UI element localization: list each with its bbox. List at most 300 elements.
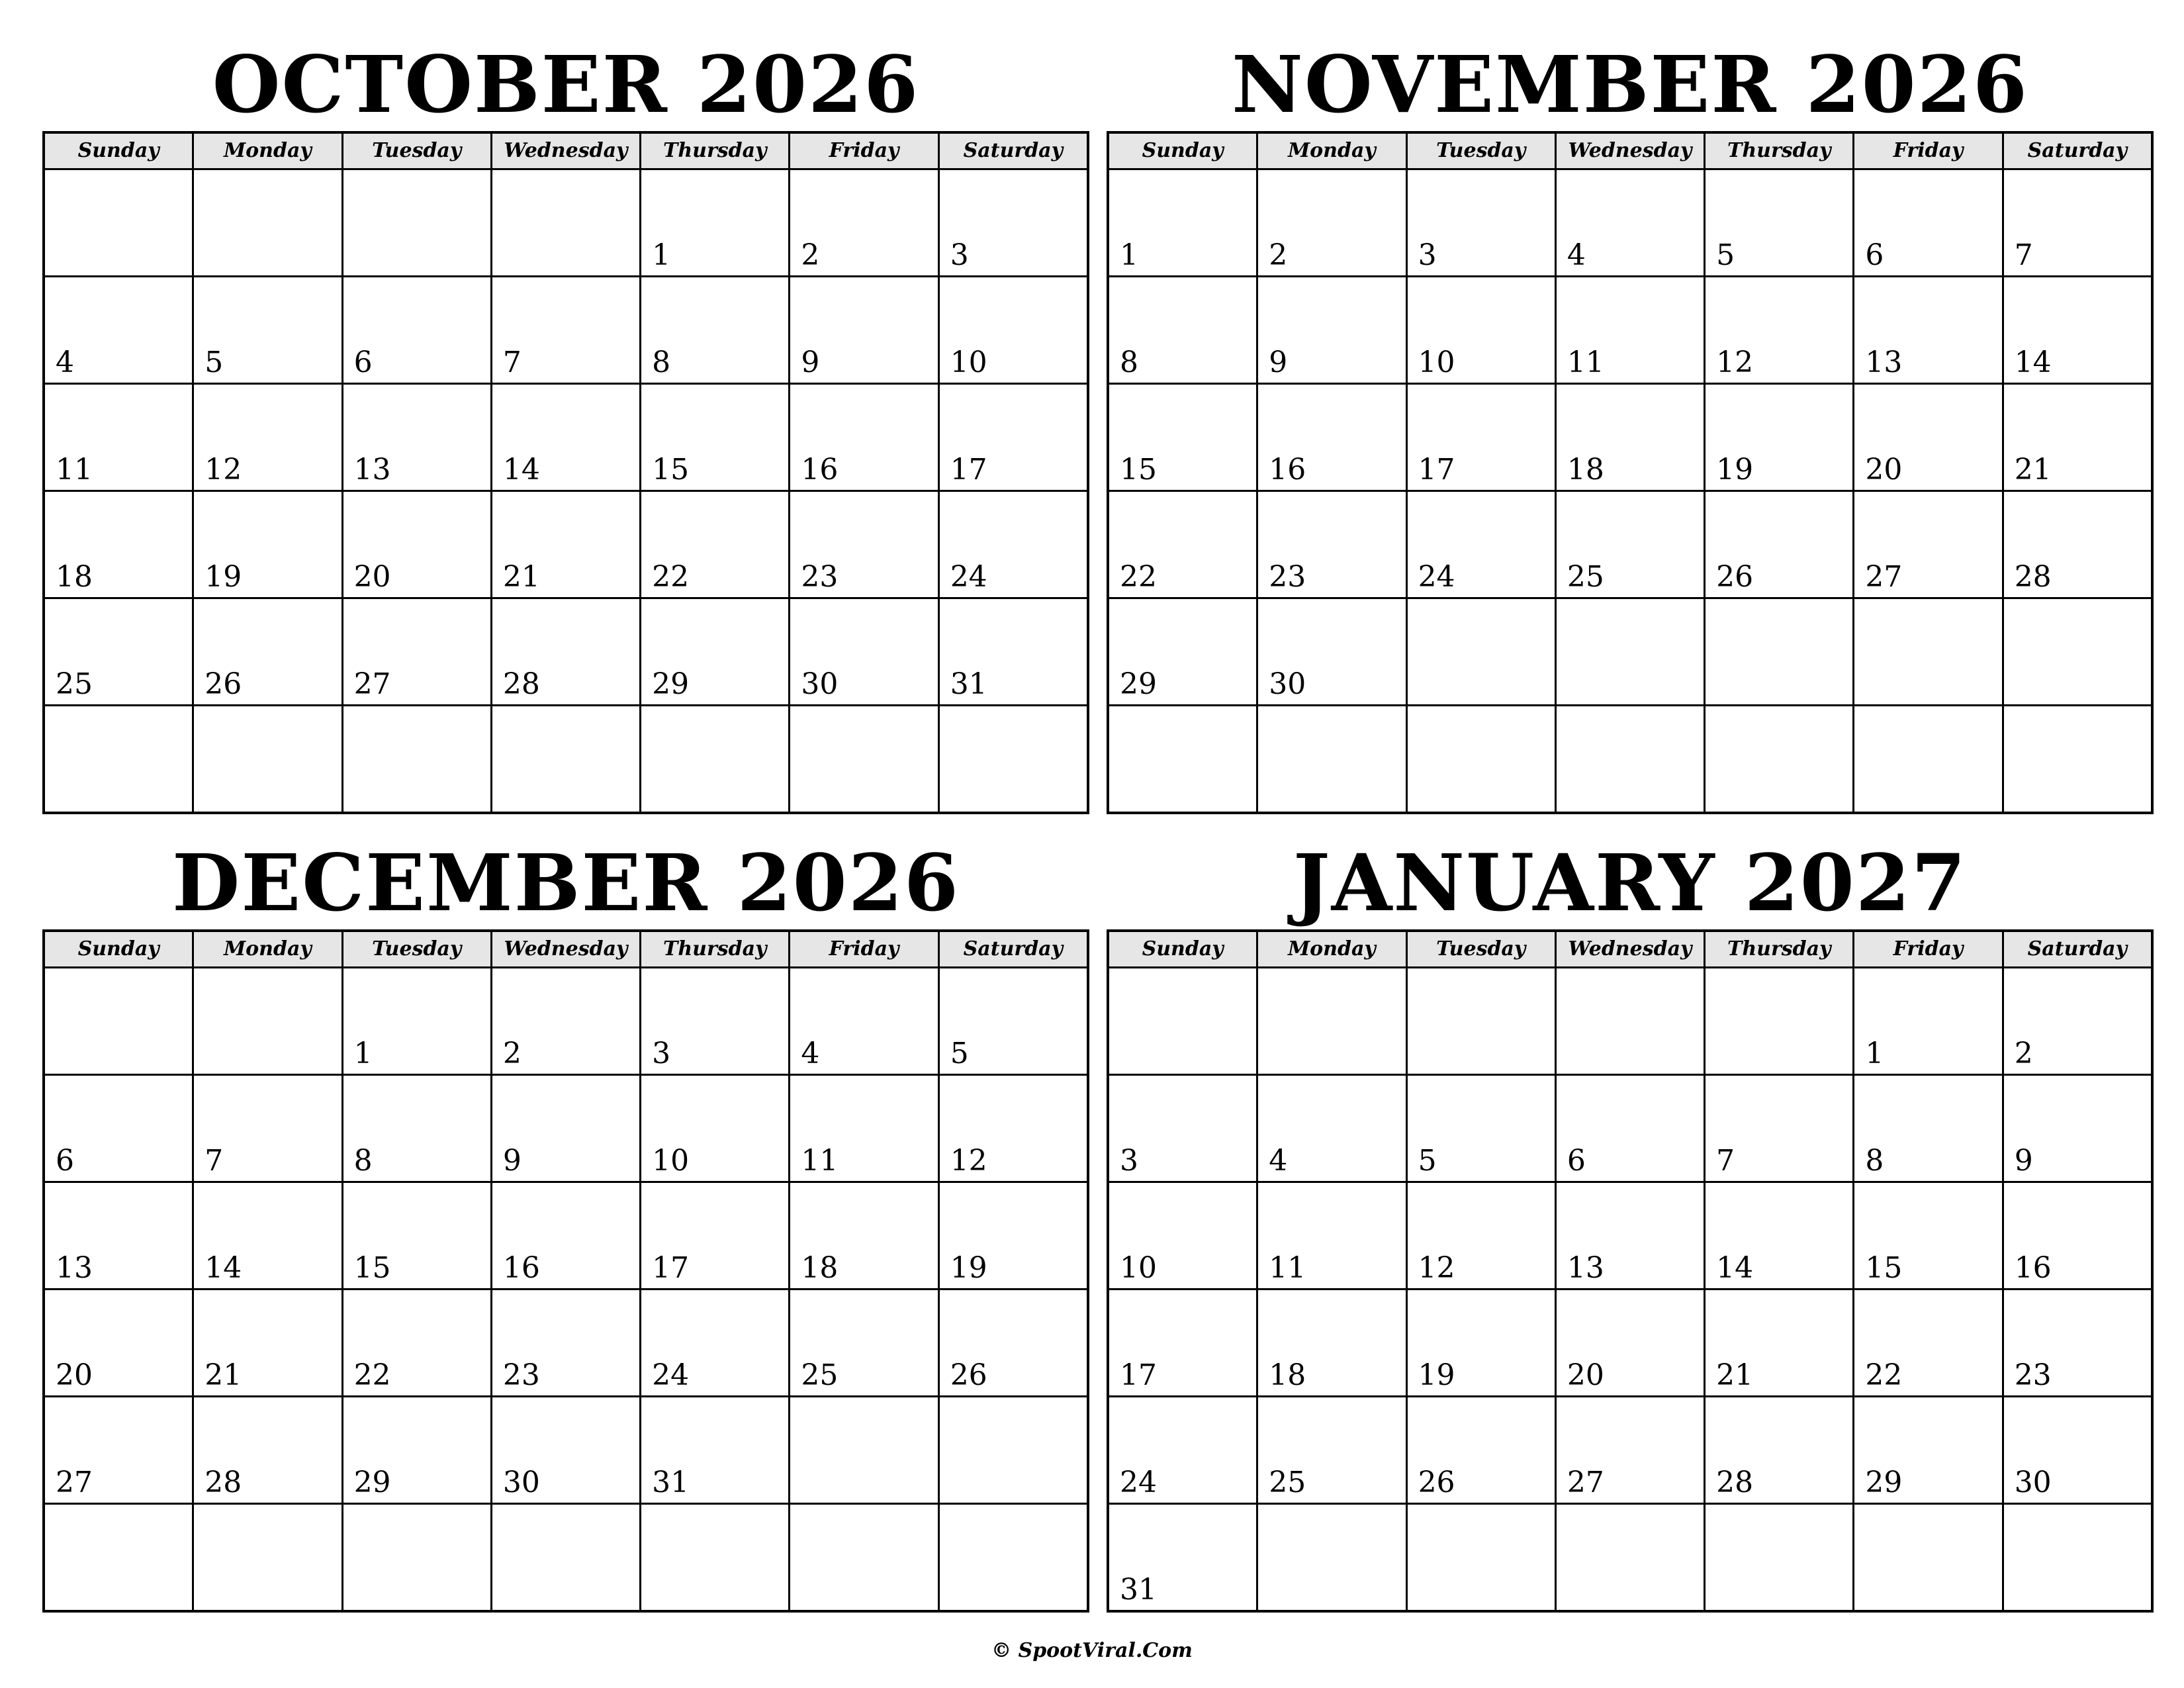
day-number: 20 xyxy=(1865,453,1903,487)
day-cell xyxy=(1706,277,1854,383)
day-number: 16 xyxy=(502,1251,540,1285)
day-cell xyxy=(1258,968,1407,1074)
day-cell xyxy=(641,599,790,704)
day-number: 18 xyxy=(56,560,93,594)
day-number: 17 xyxy=(1418,453,1455,487)
day-cell xyxy=(1408,492,1557,597)
day-cell xyxy=(1408,1076,1557,1181)
day-number: 17 xyxy=(950,453,987,487)
day-cell xyxy=(1854,968,2003,1074)
day-number: 20 xyxy=(1567,1358,1604,1392)
week-row xyxy=(1109,1076,2151,1183)
day-cell xyxy=(45,1290,194,1395)
day-number: 31 xyxy=(652,1466,690,1499)
day-cell xyxy=(641,1505,790,1610)
day-cell xyxy=(641,1290,790,1395)
day-number: 5 xyxy=(205,346,224,379)
day-cell xyxy=(1706,706,1854,812)
calendar-grid xyxy=(42,929,1089,1613)
weekday-wednesday: Wednesday xyxy=(492,134,641,168)
weekday-monday: Monday xyxy=(1258,932,1407,966)
day-cell xyxy=(343,968,492,1074)
day-cell xyxy=(2004,492,2151,597)
day-cell xyxy=(194,1076,343,1181)
day-cell xyxy=(940,385,1087,490)
day-number: 13 xyxy=(1567,1251,1604,1285)
day-cell xyxy=(1557,492,1706,597)
day-number: 5 xyxy=(1716,238,1735,272)
day-number: 29 xyxy=(1120,667,1157,701)
week-row xyxy=(45,1290,1087,1397)
day-number: 22 xyxy=(1865,1358,1903,1392)
day-cell xyxy=(641,385,790,490)
day-cell xyxy=(45,599,194,704)
weekday-header xyxy=(1109,932,2151,968)
week-row xyxy=(45,385,1087,492)
day-cell xyxy=(343,1076,492,1181)
day-cell xyxy=(641,706,790,812)
day-cell xyxy=(343,170,492,275)
day-cell xyxy=(1706,492,1854,597)
weekday-saturday: Saturday xyxy=(2027,937,2128,961)
day-number: 19 xyxy=(950,1251,987,1285)
day-number: 14 xyxy=(2014,346,2052,379)
day-number: 17 xyxy=(1120,1358,1157,1392)
day-number: 29 xyxy=(353,1466,391,1499)
day-number: 4 xyxy=(801,1037,820,1070)
day-number: 28 xyxy=(205,1466,242,1499)
day-number: 18 xyxy=(1567,453,1604,487)
weekday-wednesday: Wednesday xyxy=(492,932,641,966)
weekday-sunday: Sunday xyxy=(45,932,194,966)
day-cell xyxy=(1557,385,1706,490)
day-number: 15 xyxy=(353,1251,391,1285)
day-cell xyxy=(1408,1183,1557,1288)
day-cell xyxy=(1706,599,1854,704)
day-cell xyxy=(940,1505,1087,1610)
day-cell xyxy=(492,385,641,490)
day-number: 16 xyxy=(1269,453,1306,487)
day-number: 28 xyxy=(502,667,540,701)
day-number: 2 xyxy=(502,1037,522,1070)
day-cell xyxy=(492,1076,641,1181)
day-cell xyxy=(1557,1076,1706,1181)
day-cell xyxy=(1557,1290,1706,1395)
day-cell xyxy=(45,1397,194,1503)
day-number: 6 xyxy=(56,1144,74,1178)
day-cell xyxy=(2004,1183,2151,1288)
day-cell xyxy=(1854,1076,2003,1181)
day-number: 10 xyxy=(652,1144,690,1178)
day-number: 29 xyxy=(652,667,690,701)
day-cell xyxy=(1557,1397,1706,1503)
day-number: 10 xyxy=(950,346,987,379)
day-number: 3 xyxy=(652,1037,671,1070)
day-cell xyxy=(1706,1183,1854,1288)
day-cell xyxy=(940,1183,1087,1288)
day-number: 11 xyxy=(801,1144,839,1178)
day-number: 3 xyxy=(950,238,969,272)
weekday-wednesday: Wednesday xyxy=(1557,134,1706,168)
weekday-sunday: Sunday xyxy=(45,134,194,168)
day-number: 21 xyxy=(502,560,540,594)
day-cell xyxy=(1408,968,1557,1074)
day-cell xyxy=(790,1290,939,1395)
day-number: 26 xyxy=(1418,1466,1455,1499)
week-row xyxy=(1109,1505,2151,1610)
day-number: 11 xyxy=(56,453,93,487)
week-row xyxy=(45,1505,1087,1610)
weekday-header xyxy=(45,134,1087,170)
weekday-friday: Friday xyxy=(1854,134,2003,168)
day-cell xyxy=(1706,1505,1854,1610)
day-cell xyxy=(1109,170,1258,275)
calendar-grid xyxy=(42,131,1089,814)
day-cell xyxy=(940,277,1087,383)
day-cell xyxy=(492,277,641,383)
day-cell xyxy=(1557,170,1706,275)
day-number: 25 xyxy=(1269,1466,1306,1499)
day-number: 12 xyxy=(205,453,242,487)
weekday-tuesday: Tuesday xyxy=(343,134,492,168)
day-cell xyxy=(790,706,939,812)
day-cell xyxy=(1854,277,2003,383)
day-cell xyxy=(1706,968,1854,1074)
day-number: 19 xyxy=(1418,1358,1455,1392)
day-number: 3 xyxy=(1418,238,1437,272)
day-cell xyxy=(45,706,194,812)
month-title: OCTOBER 2026 xyxy=(212,38,920,130)
weekday-saturday: Saturday xyxy=(963,937,1064,961)
day-cell xyxy=(1408,599,1557,704)
day-number: 12 xyxy=(1418,1251,1455,1285)
weekday-tuesday: Tuesday xyxy=(1408,134,1557,168)
weekday-friday: Friday xyxy=(790,134,939,168)
day-cell xyxy=(1854,170,2003,275)
day-number: 15 xyxy=(1865,1251,1903,1285)
day-cell xyxy=(1706,170,1854,275)
day-cell xyxy=(2004,1290,2151,1395)
week-row xyxy=(45,492,1087,599)
day-cell xyxy=(45,170,194,275)
day-cell xyxy=(1854,1397,2003,1503)
day-number: 20 xyxy=(56,1358,93,1392)
day-cell xyxy=(1557,599,1706,704)
day-cell xyxy=(194,1505,343,1610)
day-cell xyxy=(940,706,1087,812)
day-number: 6 xyxy=(1567,1144,1586,1178)
day-number: 30 xyxy=(2014,1466,2052,1499)
day-number: 16 xyxy=(801,453,839,487)
day-cell xyxy=(1258,385,1407,490)
day-cell xyxy=(194,706,343,812)
day-cell xyxy=(2004,599,2151,704)
day-cell xyxy=(790,1076,939,1181)
weekday-thursday: Thursday xyxy=(1706,932,1854,966)
day-cell xyxy=(194,1397,343,1503)
day-cell xyxy=(2004,706,2151,812)
month-november-2026 xyxy=(1107,33,2154,814)
day-cell xyxy=(2004,385,2151,490)
day-number: 22 xyxy=(1120,560,1157,594)
week-row xyxy=(1109,277,2151,385)
week-row xyxy=(1109,706,2151,812)
day-number: 12 xyxy=(950,1144,987,1178)
day-number: 6 xyxy=(1865,238,1884,272)
day-number: 8 xyxy=(1120,346,1138,379)
day-cell xyxy=(641,170,790,275)
weekday-saturday: Saturday xyxy=(963,139,1064,162)
day-cell xyxy=(1258,1183,1407,1288)
day-number: 4 xyxy=(1269,1144,1288,1178)
day-cell xyxy=(492,1505,641,1610)
day-cell xyxy=(790,385,939,490)
day-cell xyxy=(2004,1076,2151,1181)
month-title: NOVEMBER 2026 xyxy=(1232,38,2028,130)
day-number: 1 xyxy=(1865,1037,1884,1070)
day-number: 30 xyxy=(1269,667,1306,701)
day-cell xyxy=(1408,1505,1557,1610)
day-cell xyxy=(45,1505,194,1610)
day-number: 26 xyxy=(205,667,242,701)
day-cell xyxy=(1408,170,1557,275)
weekday-sunday: Sunday xyxy=(1109,134,1258,168)
day-number: 4 xyxy=(1567,238,1586,272)
day-cell xyxy=(940,492,1087,597)
day-cell xyxy=(1854,1290,2003,1395)
day-cell xyxy=(1109,385,1258,490)
day-number: 4 xyxy=(56,346,74,379)
day-number: 27 xyxy=(1567,1466,1604,1499)
day-number: 5 xyxy=(1418,1144,1437,1178)
day-cell xyxy=(641,492,790,597)
day-cell xyxy=(641,277,790,383)
day-cell xyxy=(940,968,1087,1074)
day-cell xyxy=(790,1397,939,1503)
day-cell xyxy=(1109,277,1258,383)
day-cell xyxy=(641,1183,790,1288)
day-number: 23 xyxy=(801,560,839,594)
day-cell xyxy=(2004,170,2151,275)
day-cell xyxy=(1557,968,1706,1074)
weekday-saturday: Saturday xyxy=(2027,139,2128,162)
day-cell xyxy=(45,492,194,597)
day-cell xyxy=(1408,706,1557,812)
day-cell xyxy=(45,968,194,1074)
day-number: 11 xyxy=(1269,1251,1306,1285)
day-cell xyxy=(1557,277,1706,383)
day-number: 22 xyxy=(652,560,690,594)
day-cell xyxy=(1557,706,1706,812)
day-cell xyxy=(940,1290,1087,1395)
day-cell xyxy=(641,1397,790,1503)
month-december-2026 xyxy=(42,831,1089,1613)
day-cell xyxy=(343,1505,492,1610)
day-cell xyxy=(1258,1076,1407,1181)
day-number: 7 xyxy=(205,1144,224,1178)
day-number: 6 xyxy=(353,346,373,379)
day-cell xyxy=(1109,599,1258,704)
day-cell xyxy=(1854,385,2003,490)
day-cell xyxy=(1854,1505,2003,1610)
day-cell xyxy=(940,170,1087,275)
day-number: 21 xyxy=(2014,453,2052,487)
day-number: 24 xyxy=(1120,1466,1157,1499)
day-cell xyxy=(1109,1505,1258,1610)
day-number: 19 xyxy=(205,560,242,594)
day-number: 13 xyxy=(1865,346,1903,379)
day-number: 9 xyxy=(502,1144,522,1178)
day-cell xyxy=(1408,277,1557,383)
week-row xyxy=(45,1076,1087,1183)
day-number: 26 xyxy=(1716,560,1754,594)
day-number: 16 xyxy=(2014,1251,2052,1285)
day-number: 31 xyxy=(1120,1573,1157,1607)
day-number: 2 xyxy=(801,238,820,272)
week-row xyxy=(45,1397,1087,1505)
day-number: 10 xyxy=(1418,346,1455,379)
day-number: 23 xyxy=(502,1358,540,1392)
day-number: 26 xyxy=(950,1358,987,1392)
month-title: JANUARY 2027 xyxy=(1293,837,1968,929)
day-number: 2 xyxy=(2014,1037,2033,1070)
day-number: 30 xyxy=(502,1466,540,1499)
month-title: DECEMBER 2026 xyxy=(172,837,960,929)
day-cell xyxy=(194,492,343,597)
day-cell xyxy=(1854,599,2003,704)
day-cell xyxy=(1109,1076,1258,1181)
day-cell xyxy=(492,599,641,704)
day-number: 22 xyxy=(353,1358,391,1392)
day-number: 7 xyxy=(502,346,522,379)
day-cell xyxy=(194,277,343,383)
day-cell xyxy=(1706,1290,1854,1395)
weekday-thursday: Thursday xyxy=(641,134,790,168)
day-number: 28 xyxy=(2014,560,2052,594)
day-cell xyxy=(194,599,343,704)
day-cell xyxy=(1109,1183,1258,1288)
day-number: 28 xyxy=(1716,1466,1754,1499)
day-number: 18 xyxy=(801,1251,839,1285)
day-cell xyxy=(641,968,790,1074)
day-cell xyxy=(1408,385,1557,490)
day-number: 29 xyxy=(1865,1466,1903,1499)
day-cell xyxy=(492,968,641,1074)
day-number: 24 xyxy=(1418,560,1455,594)
day-cell xyxy=(940,599,1087,704)
day-number: 1 xyxy=(1120,238,1138,272)
day-cell xyxy=(343,385,492,490)
day-cell xyxy=(343,1397,492,1503)
weekday-thursday: Thursday xyxy=(641,932,790,966)
day-cell xyxy=(1258,170,1407,275)
day-cell xyxy=(1258,1505,1407,1610)
week-row xyxy=(1109,492,2151,599)
day-cell xyxy=(2004,1397,2151,1503)
day-number: 9 xyxy=(801,346,820,379)
day-cell xyxy=(2004,1505,2151,1610)
day-number: 18 xyxy=(1269,1358,1306,1392)
weekday-wednesday: Wednesday xyxy=(1557,932,1706,966)
day-cell xyxy=(1109,1397,1258,1503)
day-cell xyxy=(641,1076,790,1181)
day-cell xyxy=(2004,968,2151,1074)
day-number: 21 xyxy=(1716,1358,1754,1392)
day-number: 25 xyxy=(801,1358,839,1392)
copyright-footer: © SpootViral.Com xyxy=(991,1639,1193,1662)
day-number: 5 xyxy=(950,1037,969,1070)
day-number: 12 xyxy=(1716,346,1754,379)
week-row xyxy=(1109,599,2151,706)
day-number: 7 xyxy=(2014,238,2033,272)
day-cell xyxy=(1706,385,1854,490)
week-row xyxy=(1109,968,2151,1076)
weekday-monday: Monday xyxy=(194,932,343,966)
day-number: 27 xyxy=(353,667,391,701)
day-cell xyxy=(343,277,492,383)
day-number: 9 xyxy=(1269,346,1288,379)
day-number: 25 xyxy=(1567,560,1604,594)
day-number: 10 xyxy=(1120,1251,1157,1285)
day-number: 3 xyxy=(1120,1144,1138,1178)
day-cell xyxy=(1854,1183,2003,1288)
day-cell xyxy=(2004,277,2151,383)
day-cell xyxy=(790,492,939,597)
day-cell xyxy=(343,1290,492,1395)
day-cell xyxy=(492,1290,641,1395)
week-row xyxy=(1109,1397,2151,1505)
month-january-2027 xyxy=(1107,831,2154,1613)
weekday-header xyxy=(1109,134,2151,170)
day-cell xyxy=(1706,1076,1854,1181)
day-number: 7 xyxy=(1716,1144,1735,1178)
day-cell xyxy=(194,1183,343,1288)
day-number: 1 xyxy=(353,1037,373,1070)
day-cell xyxy=(1258,492,1407,597)
day-cell xyxy=(790,599,939,704)
day-cell xyxy=(1706,1397,1854,1503)
day-number: 19 xyxy=(1716,453,1754,487)
day-cell xyxy=(45,1183,194,1288)
day-cell xyxy=(343,492,492,597)
day-number: 1 xyxy=(652,238,671,272)
day-number: 13 xyxy=(353,453,391,487)
day-cell xyxy=(1258,1397,1407,1503)
day-number: 11 xyxy=(1567,346,1604,379)
day-number: 14 xyxy=(502,453,540,487)
day-cell xyxy=(790,968,939,1074)
day-number: 8 xyxy=(353,1144,373,1178)
day-cell xyxy=(790,170,939,275)
day-cell xyxy=(45,277,194,383)
day-cell xyxy=(343,706,492,812)
weekday-header xyxy=(45,932,1087,968)
day-number: 8 xyxy=(1865,1144,1884,1178)
weekday-friday: Friday xyxy=(1854,932,2003,966)
day-number: 25 xyxy=(56,667,93,701)
day-cell xyxy=(343,1183,492,1288)
day-number: 9 xyxy=(2014,1144,2033,1178)
day-cell xyxy=(492,706,641,812)
day-cell xyxy=(1557,1183,1706,1288)
day-number: 8 xyxy=(652,346,671,379)
day-number: 30 xyxy=(801,667,839,701)
weekday-monday: Monday xyxy=(1258,134,1407,168)
month-october-2026 xyxy=(42,33,1089,814)
calendar-grid xyxy=(1107,929,2154,1613)
week-row xyxy=(1109,1183,2151,1290)
week-row xyxy=(1109,170,2151,277)
